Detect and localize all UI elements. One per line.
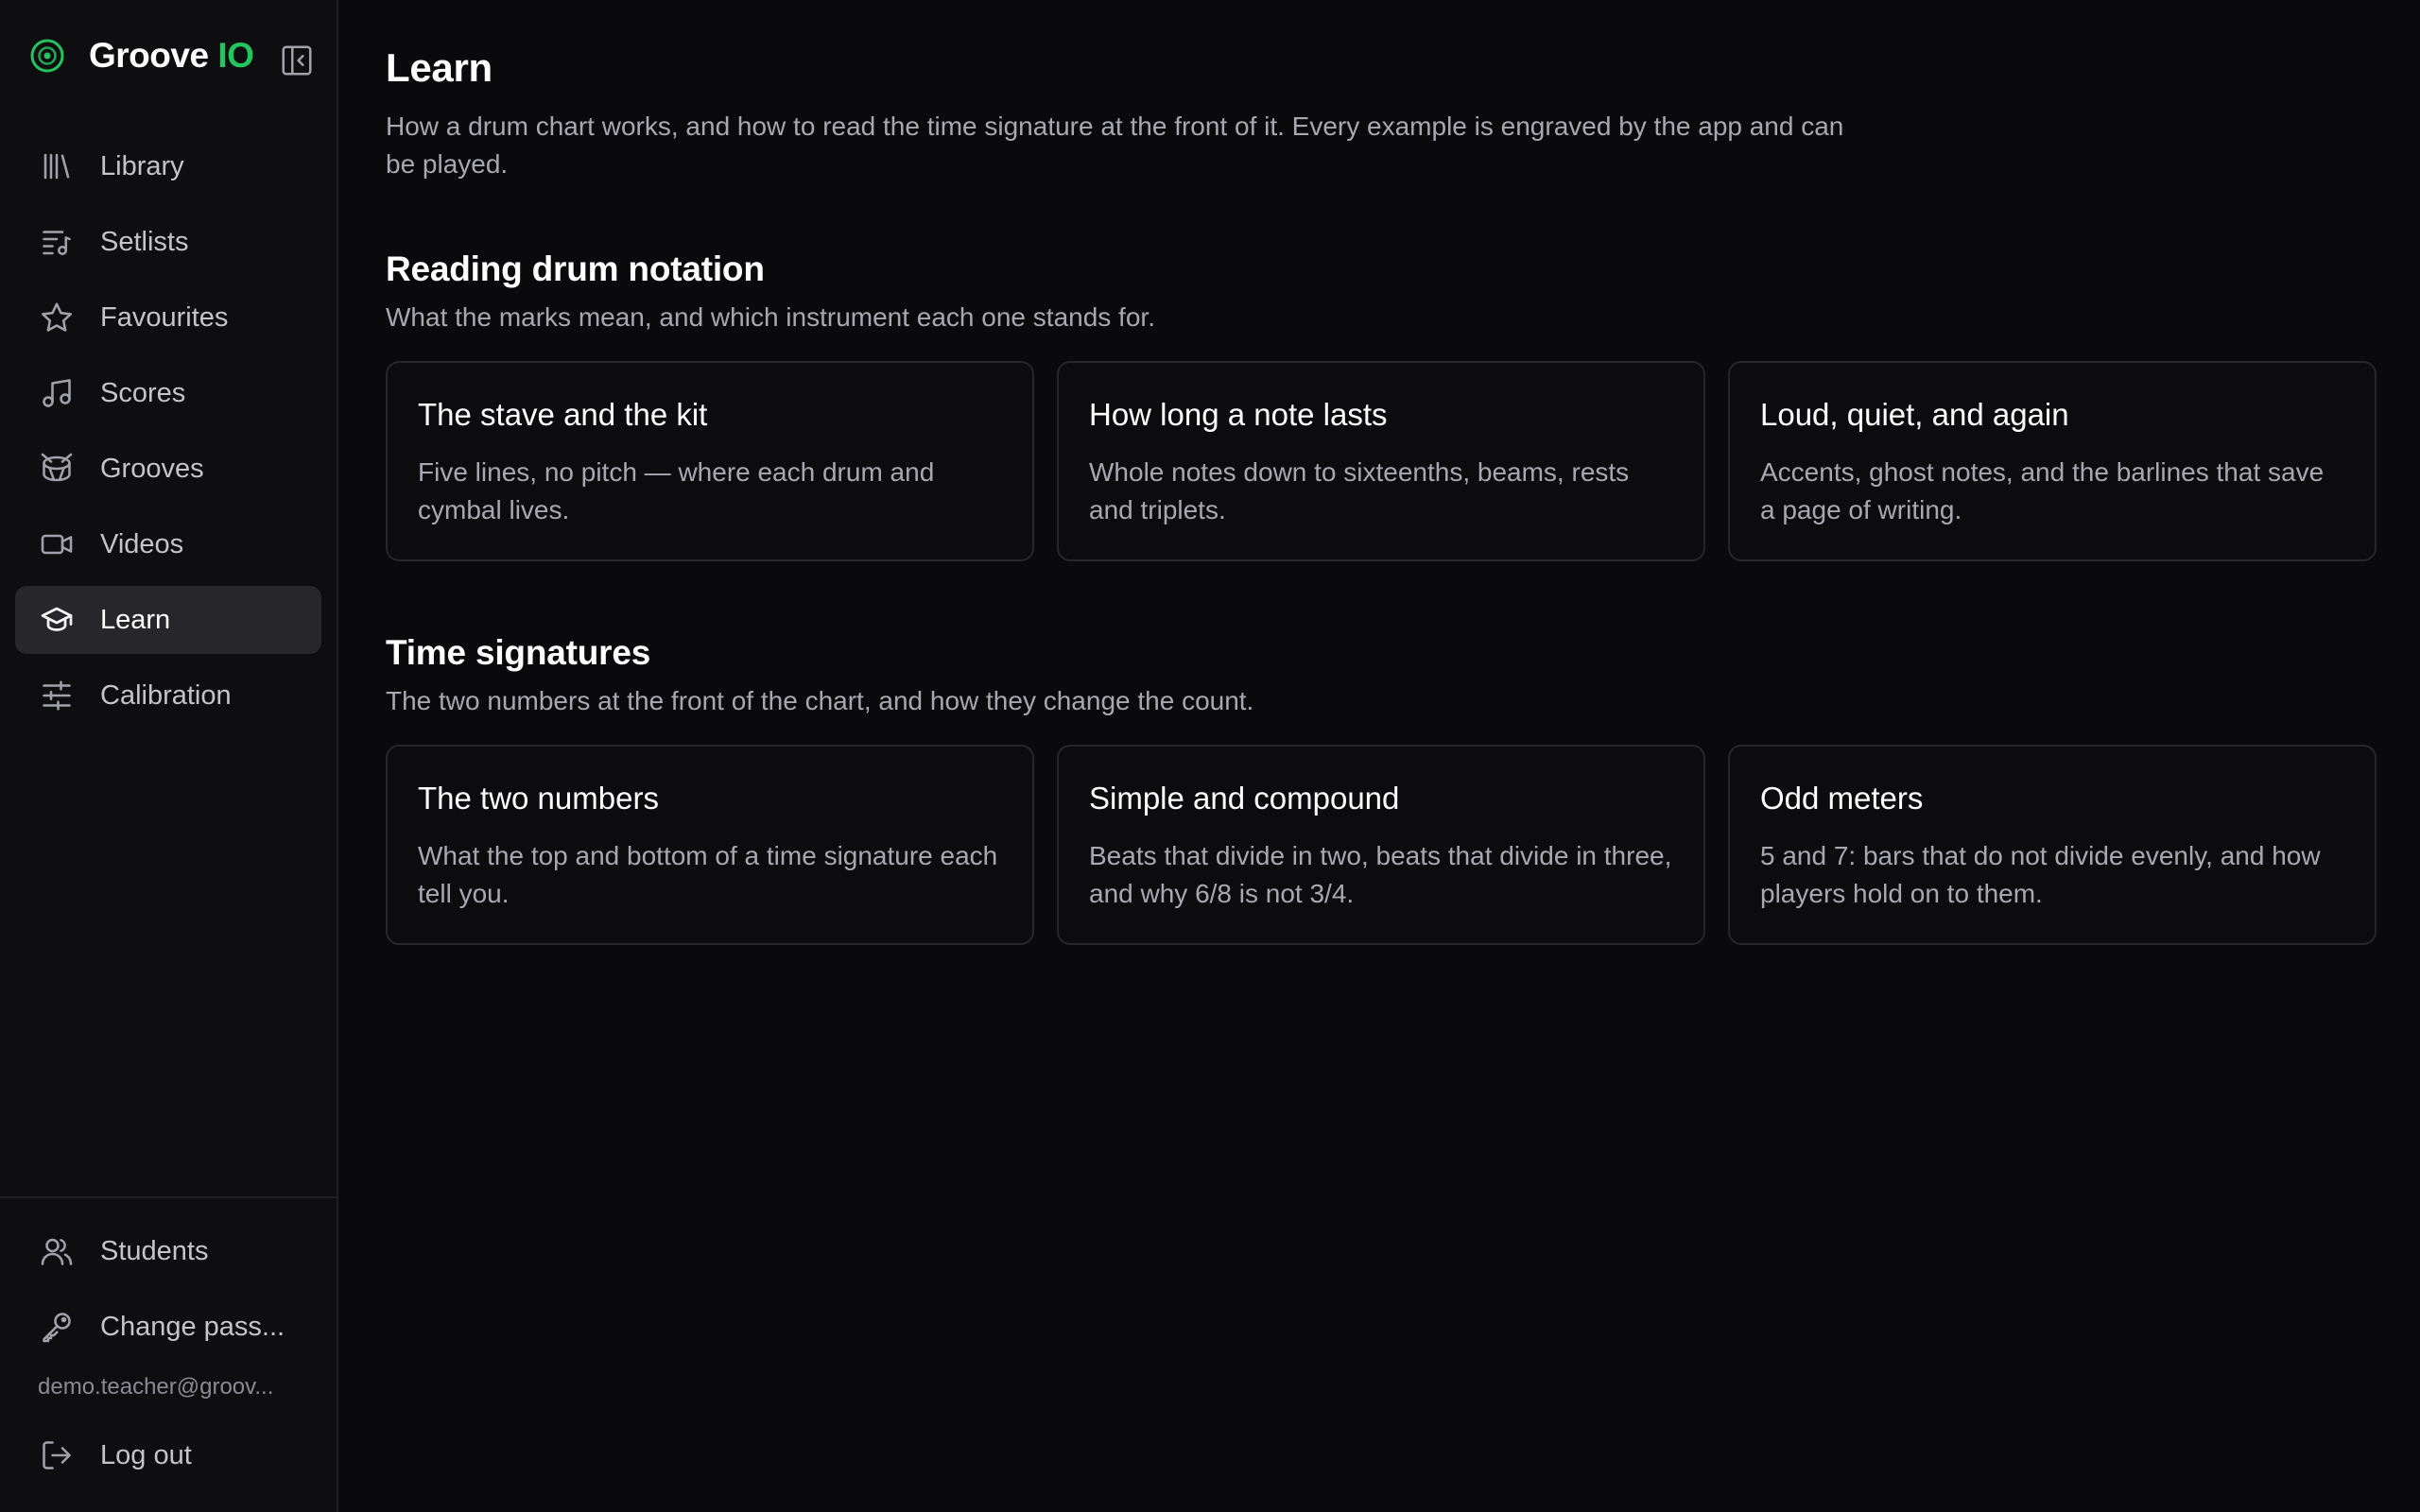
setlist-icon [38,223,76,261]
sliders-icon [38,677,76,714]
library-icon [38,147,76,185]
page-title: Learn [386,45,493,90]
card-description: Beats that divide in two, beats that divide in three, and why 6/8 is not 3/4. [1089,841,1672,908]
section-description: What the marks mean, and which instrument each one stands for. [386,302,1155,332]
sidebar-item-scores[interactable] [15,359,321,427]
sidebar-item-label: Calibration [100,679,232,711]
sidebar-item-learn[interactable] [15,586,321,654]
lesson-card[interactable] [386,745,1034,945]
card-description: What the top and bottom of a time signature each tell you. [418,841,998,908]
app-name: Groove IO [89,36,254,75]
sidebar-item-students[interactable] [15,1217,321,1285]
card-title: The two numbers [418,781,659,816]
lesson-card[interactable] [1728,745,2377,945]
sidebar-nav [0,112,337,730]
groove-logo-icon [26,35,68,77]
graduation-cap-icon [38,601,76,639]
sidebar-item-grooves[interactable] [15,435,321,503]
sidebar-item-setlists[interactable] [15,208,321,276]
sidebar-item-favourites[interactable] [15,284,321,352]
card-grid [386,745,2377,945]
sidebar-item-label: Log out [100,1439,192,1470]
card-title: The stave and the kit [418,397,708,432]
section-description: The two numbers at the front of the chart, and how they change the count. [386,686,1254,715]
sidebar-item-label: Learn [100,604,171,635]
sidebar-item-videos[interactable] [15,510,321,578]
sidebar-item-calibration[interactable] [15,662,321,730]
main-content [338,0,2420,1512]
card-title: How long a note lasts [1089,397,1388,432]
card-title: Simple and compound [1089,781,1400,816]
collapse-sidebar-button[interactable] [276,42,318,83]
card-title: Odd meters [1760,781,1924,816]
sidebar-item-library[interactable] [15,132,321,200]
lesson-card[interactable] [1057,361,1705,561]
card-description: 5 and 7: bars that do not divide evenly, and how players hold on to them. [1760,841,2321,908]
sidebar-item-label: Grooves [100,453,204,484]
drum-icon [38,450,76,488]
card-description: Accents, ghost notes, and the barlines that save a page of writing. [1760,457,2325,524]
logout-icon [38,1436,76,1474]
users-icon [38,1232,76,1270]
sidebar-item-label: Students [100,1235,209,1266]
sidebar-collapse-icon [279,43,315,83]
logout-button[interactable] [15,1421,321,1489]
video-icon [38,525,76,563]
sidebar-item-label: Scores [100,377,186,408]
lesson-card[interactable] [386,361,1034,561]
section-time-signatures [386,633,2377,945]
sidebar-item-label: Library [100,150,184,181]
sidebar-item-label: Videos [100,528,184,559]
sidebar-item-label: Favourites [100,301,229,333]
sidebar-item-label: Setlists [100,226,189,257]
star-icon [38,299,76,336]
page-description: How a drum chart works, and how to read the time signature at the front of it. Every example is engraved by the app and can be played. [386,112,1844,179]
sidebar-item-label: Change pass... [100,1311,285,1342]
card-grid [386,361,2377,561]
section-title: Time signatures [386,633,651,672]
sidebar [0,0,338,1512]
section-title: Reading drum notation [386,249,765,288]
section-reading-drum-notation [386,249,2377,561]
card-title: Loud, quiet, and again [1760,397,2069,432]
card-description: Whole notes down to sixteenths, beams, rests and triplets. [1089,457,1630,524]
music-note-icon [38,374,76,412]
lesson-card[interactable] [1728,361,2377,561]
user-email: demo.teacher@groov... [38,1374,274,1400]
card-description: Five lines, no pitch — where each drum and cymbal lives. [418,457,935,524]
sidebar-footer [0,1196,337,1512]
app-name-accent: IO [217,36,254,75]
lesson-card[interactable] [1057,745,1705,945]
key-icon [38,1308,76,1346]
sidebar-item-change-password[interactable] [15,1293,321,1361]
